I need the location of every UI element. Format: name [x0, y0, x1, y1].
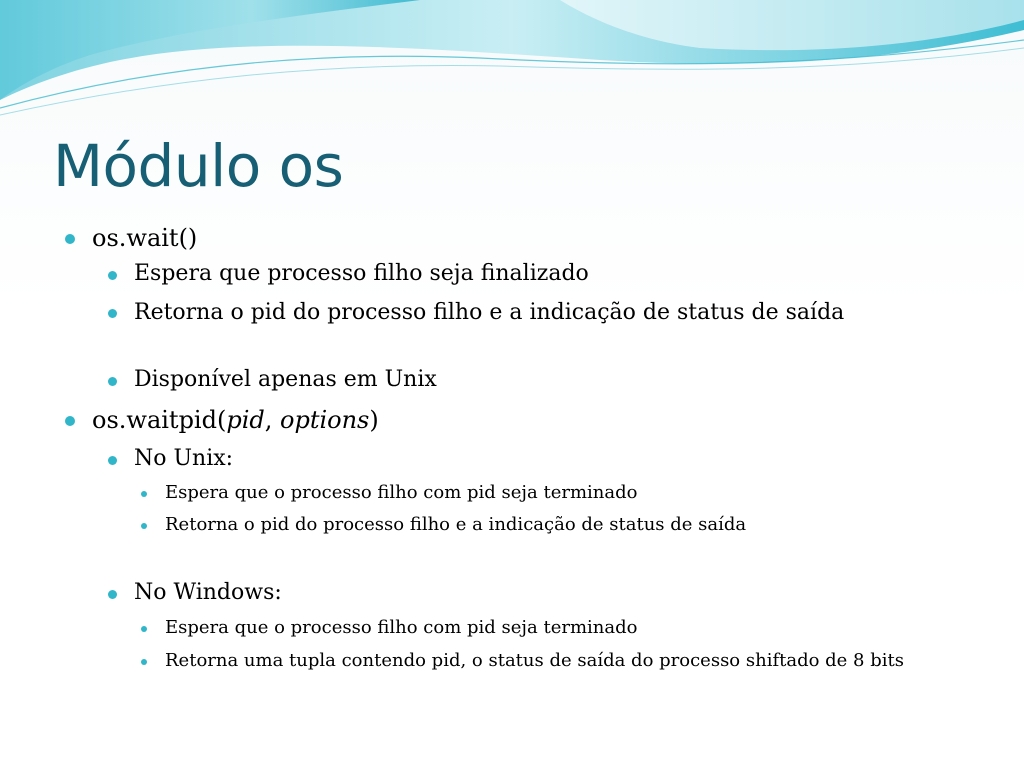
bullet-icon: [108, 271, 117, 280]
bullet-text: Espera que o processo filho com pid seja terminado: [165, 482, 638, 503]
bullet-icon: [108, 456, 117, 465]
bullet-text: Retorna uma tupla contendo pid, o status de saída do processo shiftado de 8 bits: [165, 650, 904, 671]
bullet-icon: [65, 234, 75, 244]
sub-sub-bullet-windows-2: [165, 648, 925, 673]
sub-bullet-wait-3: [134, 366, 437, 394]
bullet-icon: [141, 491, 147, 497]
sub-bullet-unix: [134, 445, 233, 473]
bullet-text: Retorna o pid do processo filho e a indicação de status de saída: [165, 514, 747, 535]
bullet-os-wait: [92, 223, 197, 253]
bullet-icon: [141, 523, 147, 529]
sub-sub-bullet-unix-2: [165, 512, 746, 538]
header-wave-decoration: [0, 0, 1024, 125]
sub-sub-bullet-unix-1: [165, 480, 637, 506]
bullet-text: os.wait(): [92, 224, 198, 252]
bullet-text: Espera que o processo filho com pid seja terminado: [165, 617, 638, 638]
bullet-icon: [108, 309, 117, 318]
bullet-icon: [108, 590, 117, 599]
bullet-icon: [65, 416, 75, 426]
bullet-icon: [108, 377, 117, 386]
sub-bullet-wait-2: [134, 298, 914, 327]
sub-sub-bullet-windows-1: [165, 615, 637, 641]
bullet-text: Retorna o pid do processo filho e a indicação de status de saída: [134, 300, 845, 325]
bullet-icon: [141, 659, 147, 665]
param-pid: pid: [226, 406, 265, 434]
bullet-text: Disponível apenas em Unix: [134, 367, 437, 392]
sub-bullet-windows: [134, 579, 282, 607]
bullet-icon: [141, 626, 147, 632]
bullet-text: Espera que processo filho seja finalizado: [134, 261, 589, 286]
param-options: options: [280, 406, 370, 434]
slide-title: Módulo os: [53, 132, 344, 200]
bullet-text: No Windows:: [134, 580, 282, 605]
param-separator: ,: [264, 406, 281, 434]
bullet-text-prefix: os.waitpid(: [92, 406, 227, 434]
bullet-text-suffix: ): [369, 406, 379, 434]
bullet-os-waitpid: [92, 405, 379, 435]
sub-bullet-wait-1: [134, 260, 589, 288]
bullet-text: No Unix:: [134, 446, 234, 471]
